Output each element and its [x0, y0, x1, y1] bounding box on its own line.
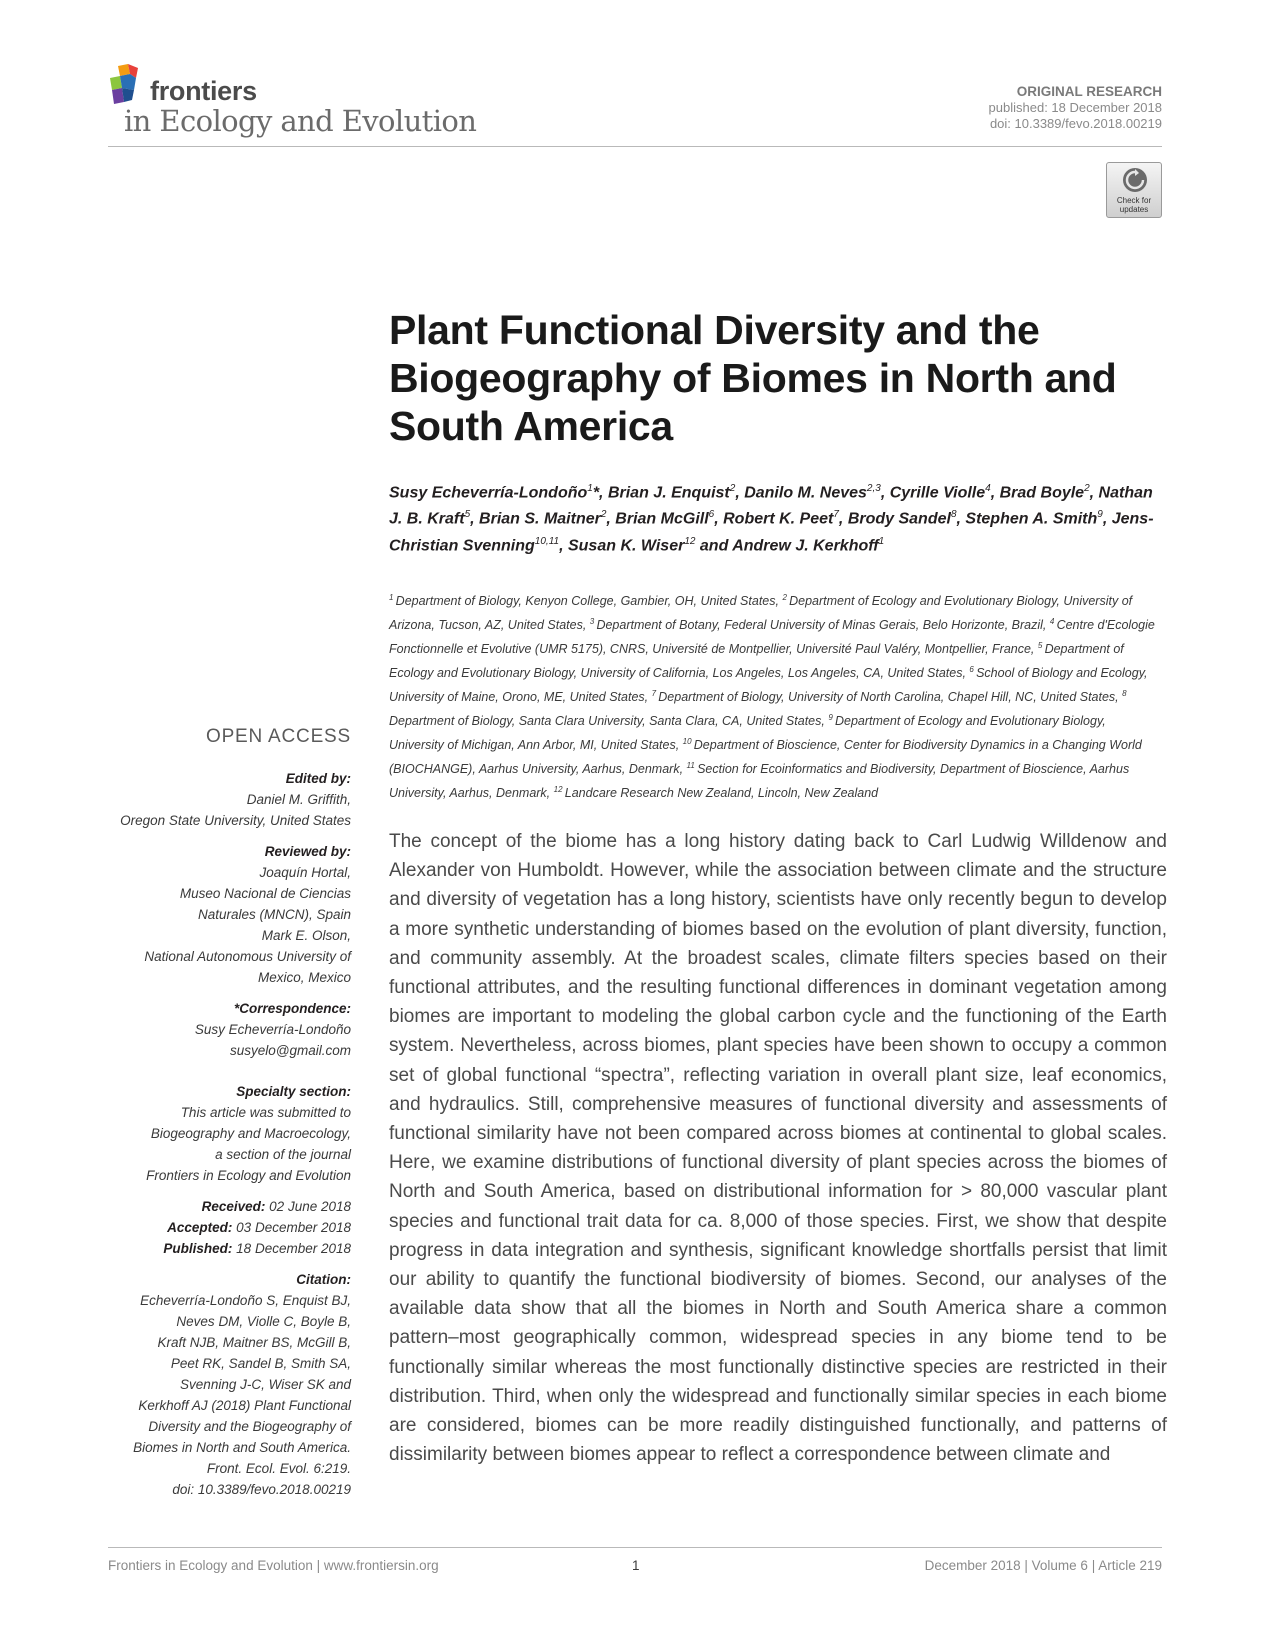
sidebar-line: Biomes in North and South America.	[133, 1440, 351, 1455]
affiliation-text: Department of Biology, Santa Clara University, Santa Clara, CA, United States,	[389, 713, 829, 728]
affiliation-text: Department of Biology, University of North Carolina, Chapel Hill, NC, United States,	[658, 689, 1123, 704]
sidebar-line: Kerkhoff AJ (2018) Plant Functional	[138, 1398, 351, 1413]
author-name[interactable]: Danilo M. Neves	[744, 484, 867, 502]
sidebar-line: Kraft NJB, Maitner BS, McGill B,	[157, 1335, 351, 1350]
author-affiliation-marker: 1	[587, 483, 593, 494]
article-doi[interactable]: doi: 10.3389/fevo.2018.00219	[989, 116, 1162, 131]
author-separator: ,	[990, 484, 1000, 502]
header-divider	[108, 146, 1162, 147]
accepted-date: Accepted: 03 December 2018	[167, 1220, 351, 1235]
sidebar-line: doi: 10.3389/fevo.2018.00219	[172, 1482, 351, 1497]
affiliation-text: Department of Ecology and Evolutionary Biology, University of Arizona, Tucson, AZ, United States,	[389, 594, 1133, 633]
affiliation-marker: 12	[553, 784, 565, 794]
affiliation-text: Centre d'Ecologie Fonctionnelle et Evolutive (UMR 5175), CNRS, Université de Montpellier, Université Paul Valéry, Montpellier, France,	[389, 618, 1155, 657]
reviewed-by-label: Reviewed by:	[264, 844, 351, 859]
sidebar-line: Echeverría-Londoño S, Enquist BJ,	[140, 1293, 351, 1308]
author-affiliation-marker: 12	[684, 535, 696, 547]
author-name[interactable]: Susan K. Wiser	[567, 536, 685, 554]
sidebar-line[interactable]: susyelo@gmail.com	[230, 1043, 351, 1058]
brand-name: frontiers	[150, 76, 257, 106]
footer-issue-info: December 2018 | Volume 6 | Article 219	[924, 1558, 1162, 1573]
article-title: Plant Functional Diversity and the Biogeography of Biomes in North and South America	[389, 307, 1117, 449]
affiliation-list	[389, 588, 1159, 804]
affiliation-marker: 5	[1037, 640, 1045, 650]
affiliation-text: Department of Ecology and Evolutionary Biology, University of California, Los Angeles, Los Angeles, CA, United States,	[389, 642, 1124, 681]
author-separator: ,	[1102, 510, 1112, 528]
check-for-updates-button[interactable]	[1106, 162, 1162, 218]
author-affiliation-marker: 2	[600, 509, 607, 521]
affiliation-text: School of Biology and Ecology, University of Maine, Orono, ME, United States,	[389, 666, 1148, 704]
journal-name: in Ecology and Evolution	[124, 104, 477, 138]
specialty-section-label: Specialty section:	[236, 1084, 351, 1099]
affiliation-text: Department of Ecology and Evolutionary Biology, University of Michigan, Ann Arbor, MI, United States,	[389, 713, 1106, 752]
author-affiliation-marker: 6	[708, 509, 715, 521]
citation-label: Citation:	[296, 1272, 351, 1287]
author-name[interactable]: Brian S. Maitner	[479, 510, 601, 528]
sidebar-line: Museo Nacional de Ciencias	[179, 886, 351, 901]
sidebar-line: Frontiers in Ecology and Evolution	[146, 1168, 351, 1183]
sidebar-line: This article was submitted to	[180, 1105, 351, 1120]
author-affiliation-marker: 10,11	[534, 535, 560, 547]
article-meta	[989, 84, 1162, 132]
author-name[interactable]: Andrew J. Kerkhoff	[732, 536, 879, 554]
author-name[interactable]: Brian J. Enquist	[607, 484, 730, 502]
author-separator: ,	[880, 484, 890, 502]
published-date: published: 18 December 2018	[988, 100, 1162, 115]
author-affiliation-marker: 5	[464, 509, 471, 521]
author-name[interactable]: Stephen A. Smith	[965, 510, 1098, 528]
page-number: 1	[632, 1558, 640, 1573]
affiliation-marker: 4	[1049, 616, 1057, 626]
edited-by-label: Edited by:	[285, 771, 351, 786]
affiliation-text: Department of Bioscience, Center for Biodiversity Dynamics in a Changing World (BIOCHANGE), Aarhus University, Aarhus, Denmark,	[389, 737, 1142, 776]
author-separator: ,	[606, 510, 616, 528]
author-name[interactable]: Robert K. Peet	[723, 510, 834, 528]
published-date-sidebar: Published: 18 December 2018	[163, 1241, 351, 1256]
sidebar-line: Oregon State University, United States	[120, 813, 351, 828]
received-date: Received: 02 June 2018	[201, 1199, 351, 1214]
author-separator: ,	[838, 510, 848, 528]
sidebar-line: Svenning J-C, Wiser SK and	[180, 1377, 351, 1392]
author-separator: ,	[1089, 484, 1099, 502]
author-name[interactable]: Nathan J. B. Kraft	[389, 484, 1153, 528]
affiliation-text: Department of Botany, Federal University of Minas Gerais, Belo Horizonte, Brazil,	[596, 618, 1050, 633]
author-affiliation-marker: 7	[833, 509, 839, 521]
sidebar-line: Front. Ecol. Evol. 6:219.	[206, 1461, 351, 1476]
affiliation-marker: 10	[682, 736, 694, 746]
affiliation-marker: 2	[782, 593, 790, 602]
author-separator: ,	[470, 510, 480, 528]
affiliation-marker: 8	[1122, 688, 1127, 698]
affiliation-marker: 9	[828, 712, 835, 722]
sidebar-line: Joaquín Hortal,	[259, 865, 351, 880]
correspondence-label: *Correspondence:	[233, 1001, 351, 1016]
affiliation-text: Section for Ecoinformatics and Biodiversity, Department of Bioscience, Aarhus University, Aarhus, Denmark,	[389, 761, 1130, 800]
sidebar-line: Susy Echeverría-Londoño	[194, 1022, 351, 1037]
author-separator: ,	[956, 510, 966, 528]
author-name[interactable]: Brad Boyle	[999, 484, 1085, 502]
affiliation-text: Landcare Research New Zealand, Lincoln, New Zealand	[564, 785, 879, 800]
affiliation-marker: 6	[969, 664, 977, 674]
article-type: ORIGINAL RESEARCH	[1016, 84, 1162, 99]
author-affiliation-marker: 2	[729, 483, 736, 494]
check-updates-icon	[1122, 167, 1148, 193]
affiliation-text: Department of Biology, Kenyon College, Gambier, OH, United States,	[395, 594, 783, 609]
author-affiliation-marker: 8	[950, 509, 957, 521]
open-access-label: OPEN ACCESS	[205, 726, 351, 747]
abstract: The concept of the biome has a long history dating back to Carl Ludwig Willdenow and Alexander von Humboldt. However, while the association between climate and the structure and diversity of vegetation has a long history, scientists have only recently begun to develop a more synthetic understanding of biomes based on the evolution of plant diversity, function, and community assembly. At the broadest scales, climate filters species based on their functional attributes, and the resulting functional differences in dominant vegetation among biomes are important to modeling the global carbon cycle and the functioning of the Earth system. Nevertheless, across biomes, plant species have been shown to occupy a common set of global functional “spectra”, reflecting variation in overall plant size, leaf economics, and hydraulics. Still, comprehensive measures of functional diversity and assessments of functional similarity have not been compared across biomes at continental to global scales. Here, we examine distributions of functional diversity of plant species across the biomes of North and South America, based on distributional information for > 80,000 vascular plant species and functional trait data for ca. 8,000 of those species. First, we show that despite progress in data integration and synthesis, significant knowledge shortfalls persist that limit our ability to quantify the functional biodiversity of biomes. Second, our analyses of the available data show that all the biomes in North and South America share a common pattern–most geographically common, widespread species in any biome tend to be functionally similar whereas the most functionally distinctive species are restricted in their distribution. Third, when only the widespread and functionally similar species in each biome are considered, biomes can be more readily distinguished functionally, and patterns of dissimilarity between biomes appear to reflect a correspondence between climate and	[389, 831, 1167, 1466]
affiliation-marker: 7	[651, 688, 659, 698]
check-updates-label: Check for updates	[1116, 196, 1152, 214]
frontiers-logo-icon	[108, 64, 142, 106]
author-name[interactable]: Brian McGill	[615, 510, 709, 528]
article-sidebar	[100, 726, 351, 1500]
author-separator: ,	[559, 536, 568, 554]
sidebar-line: Mexico, Mexico	[257, 970, 351, 985]
edited-by-list	[100, 789, 351, 831]
sidebar-line: Naturales (MNCN), Spain	[197, 907, 351, 922]
sidebar-line: a section of the journal	[215, 1147, 351, 1162]
author-separator: and	[695, 536, 733, 554]
specialty-section-list	[100, 1102, 351, 1186]
correspondence-list	[100, 1019, 351, 1061]
sidebar-line: Diversity and the Biogeography of	[148, 1419, 351, 1434]
author-affiliation-marker: 4	[985, 483, 991, 494]
sidebar-line: Mark E. Olson,	[261, 928, 351, 943]
reviewed-by-list	[100, 862, 351, 988]
affiliation-marker: 3	[589, 616, 597, 626]
author-name[interactable]: Susy Echeverría-Londoño	[389, 484, 588, 502]
author-affiliation-marker: 1	[878, 535, 885, 547]
affiliation-marker: 11	[686, 760, 698, 770]
author-name[interactable]: Cyrille Violle	[889, 484, 986, 502]
author-affiliation-marker: 2	[1084, 483, 1090, 494]
sidebar-line: National Autonomous University of	[144, 949, 351, 964]
author-affiliation-marker: 9	[1097, 509, 1103, 521]
sidebar-line: Peet RK, Sandel B, Smith SA,	[170, 1356, 351, 1371]
footer-divider	[108, 1547, 1162, 1548]
sidebar-line: Daniel M. Griffith,	[246, 792, 351, 807]
sidebar-line: Biogeography and Macroecology,	[150, 1126, 351, 1141]
footer-journal-link[interactable]: Frontiers in Ecology and Evolution | www.frontiersin.org	[108, 1558, 439, 1573]
citation-list	[100, 1290, 351, 1500]
author-list	[389, 478, 1169, 557]
author-affiliation-marker: 2,3	[866, 483, 881, 494]
author-name[interactable]: Jens-Christian Svenning	[389, 510, 1154, 554]
author-separator: ,	[735, 484, 745, 502]
author-separator: ,	[714, 510, 724, 528]
sidebar-line: Neves DM, Violle C, Boyle B,	[176, 1314, 351, 1329]
affiliation-marker: 1	[389, 593, 396, 602]
author-name[interactable]: Brody Sandel	[847, 510, 951, 528]
author-separator: *,	[592, 484, 608, 502]
